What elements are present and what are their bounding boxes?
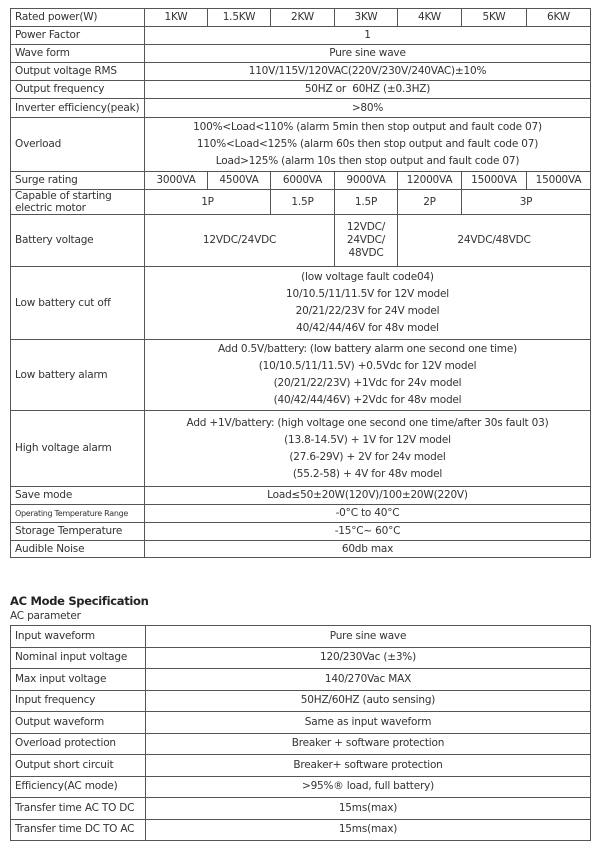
surge-value: 15000VA	[462, 172, 527, 190]
storage-temp-value: -15°C~ 60°C	[145, 523, 591, 541]
high-voltage-alarm-value	[145, 411, 591, 487]
overload-line: 110%<Load<125% (alarm 60s then stop output and fault code 07)	[196, 138, 539, 150]
model-1-5kw: 1.5KW	[208, 9, 271, 27]
motor-value: 3P	[462, 190, 591, 215]
ac-row-label: Input frequency	[11, 690, 146, 712]
high-voltage-line: Add +1V/battery: (high voltage one second one time/after 30s fault 03)	[186, 416, 549, 429]
motor-row	[11, 190, 591, 215]
model-2kw: 2KW	[271, 9, 335, 27]
audible-noise-row	[11, 541, 591, 558]
ac-row-value: 120/230Vac (±3%)	[146, 647, 591, 669]
inverter-spec-table	[10, 8, 591, 558]
motor-value: 1.5P	[335, 190, 398, 215]
motor-value: 1P	[145, 190, 271, 215]
ac-row-value: Pure sine wave	[146, 626, 591, 648]
ac-row	[11, 798, 591, 820]
surge-value: 4500VA	[208, 172, 271, 190]
audible-noise-value: 60db max	[145, 541, 591, 558]
operating-temp-value: -0°C to 40°C	[145, 505, 591, 523]
surge-value: 12000VA	[398, 172, 462, 190]
battery-voltage-row	[11, 215, 591, 267]
battery-voltage-value	[335, 215, 398, 267]
save-mode-value: Load≤50±20W(120V)/100±20W(220V)	[145, 487, 591, 505]
ac-row-label: Overload protection	[11, 733, 146, 755]
battery-voltage-line: 12VDC/	[346, 221, 386, 233]
ac-row-label: Max input voltage	[11, 669, 146, 691]
ac-row-value: Same as input waveform	[146, 712, 591, 734]
ac-row-value: 15ms(max)	[146, 798, 591, 820]
ac-row-value: Breaker + software protection	[146, 733, 591, 755]
ac-row-label: Output short circuit	[11, 755, 146, 777]
ac-row	[11, 755, 591, 777]
ac-row-value: 50HZ/60HZ (auto sensing)	[146, 690, 591, 712]
overload-value	[145, 118, 591, 172]
low-battery-cutoff-row	[11, 267, 591, 340]
ac-row	[11, 626, 591, 648]
ac-row-label: Transfer time AC TO DC	[11, 798, 146, 820]
surge-value: 9000VA	[335, 172, 398, 190]
ac-mode-table	[10, 625, 591, 841]
power-factor-value: 1	[145, 27, 591, 45]
high-voltage-alarm-row	[11, 411, 591, 487]
inverter-efficiency-row	[11, 99, 591, 118]
rated-power-row	[11, 9, 591, 27]
model-6kw: 6KW	[527, 9, 591, 27]
ac-row	[11, 690, 591, 712]
power-factor-row	[11, 27, 591, 45]
surge-value: 15000VA	[527, 172, 591, 190]
overload-row	[11, 118, 591, 172]
battery-voltage-label: Battery voltage	[11, 215, 145, 267]
low-battery-alarm-label: Low battery alarm	[11, 340, 145, 411]
motor-value: 1.5P	[271, 190, 335, 215]
cutoff-line: (low voltage fault code04)	[301, 271, 434, 283]
battery-voltage-value: 12VDC/24VDC	[145, 215, 335, 267]
alarm-line: (20/21/22/23V) +1Vdc for 24v model	[273, 377, 462, 389]
motor-label: Capable of starting electric motor	[11, 190, 145, 215]
output-frequency-value: 50HZ or 60HZ (±0.3HZ)	[145, 81, 591, 99]
storage-temp-row	[11, 523, 591, 541]
model-1kw: 1KW	[145, 9, 208, 27]
operating-temp-label: Operating Temperature Range	[11, 505, 145, 523]
low-battery-alarm-row	[11, 340, 591, 411]
power-factor-label: Power Factor	[11, 27, 145, 45]
wave-form-value: Pure sine wave	[145, 45, 591, 63]
overload-label: Overload	[11, 118, 145, 172]
ac-mode-title: AC Mode Specification	[10, 594, 149, 608]
ac-row-value: 15ms(max)	[146, 819, 591, 841]
alarm-line: Add 0.5V/battery: (low battery alarm one second one time)	[218, 343, 517, 355]
low-battery-cutoff-label: Low battery cut off	[11, 267, 145, 340]
output-voltage-value: 110V/115V/120VAC(220V/230V/240VAC)±10%	[145, 63, 591, 81]
surge-value: 6000VA	[271, 172, 335, 190]
battery-voltage-value: 24VDC/48VDC	[398, 215, 591, 267]
output-frequency-label: Output frequency	[11, 81, 145, 99]
ac-parameter-subtitle: AC parameter	[10, 610, 81, 622]
inverter-efficiency-label: Inverter efficiency(peak)	[11, 99, 145, 118]
overload-line: Load>125% (alarm 10s then stop output and fault code 07)	[215, 155, 520, 167]
audible-noise-label: Audible Noise	[11, 541, 145, 558]
battery-voltage-line: 48VDC	[348, 247, 384, 259]
ac-row	[11, 733, 591, 755]
cutoff-line: 40/42/44/46V for 48v model	[296, 322, 439, 334]
rated-power-label: Rated power(W)	[11, 9, 145, 27]
battery-voltage-line: 24VDC/	[346, 234, 386, 246]
ac-row-label: Output waveform	[11, 712, 146, 734]
output-voltage-label: Output voltage RMS	[11, 63, 145, 81]
ac-row-label: Transfer time DC TO AC	[11, 819, 146, 841]
low-battery-alarm-value	[145, 340, 591, 411]
cutoff-line: 10/10.5/11/11.5V for 12V model	[286, 288, 449, 300]
motor-value: 2P	[398, 190, 462, 215]
ac-row-value: Breaker+ software protection	[146, 755, 591, 777]
inverter-efficiency-value: >80%	[145, 99, 591, 118]
model-5kw: 5KW	[462, 9, 527, 27]
wave-form-row	[11, 45, 591, 63]
surge-value: 3000VA	[145, 172, 208, 190]
high-voltage-alarm-label: High voltage alarm	[11, 411, 145, 487]
save-mode-row	[11, 487, 591, 505]
ac-row	[11, 669, 591, 691]
storage-temp-label: Storage Temperature	[11, 523, 145, 541]
alarm-line: (10/10.5/11/11.5V) +0.5Vdc for 12V model	[258, 360, 477, 372]
high-voltage-line: (27.6-29V) + 2V for 24v model	[289, 450, 446, 463]
ac-row	[11, 647, 591, 669]
high-voltage-line: (55.2-58) + 4V for 48v model	[292, 467, 443, 480]
overload-line: 100%<Load<110% (alarm 5min then stop output and fault code 07)	[193, 121, 542, 133]
ac-row	[11, 776, 591, 798]
high-voltage-line: (13.8-14.5V) + 1V for 12V model	[284, 433, 451, 446]
output-frequency-row	[11, 81, 591, 99]
model-3kw: 3KW	[335, 9, 398, 27]
ac-row-label: Input waveform	[11, 626, 146, 648]
alarm-line: (40/42/44/46V) +2Vdc for 48v model	[273, 394, 462, 406]
surge-rating-label: Surge rating	[11, 172, 145, 190]
model-4kw: 4KW	[398, 9, 462, 27]
output-voltage-row	[11, 63, 591, 81]
ac-row-value: 140/270Vac MAX	[146, 669, 591, 691]
ac-row	[11, 712, 591, 734]
ac-row-label: Efficiency(AC mode)	[11, 776, 146, 798]
ac-row	[11, 819, 591, 841]
ac-row-label: Nominal input voltage	[11, 647, 146, 669]
operating-temp-row	[11, 505, 591, 523]
cutoff-line: 20/21/22/23V for 24V model	[295, 305, 440, 317]
low-battery-cutoff-value	[145, 267, 591, 340]
save-mode-label: Save mode	[11, 487, 145, 505]
surge-rating-row	[11, 172, 591, 190]
ac-row-value: >95%® load, full battery)	[146, 776, 591, 798]
wave-form-label: Wave form	[11, 45, 145, 63]
